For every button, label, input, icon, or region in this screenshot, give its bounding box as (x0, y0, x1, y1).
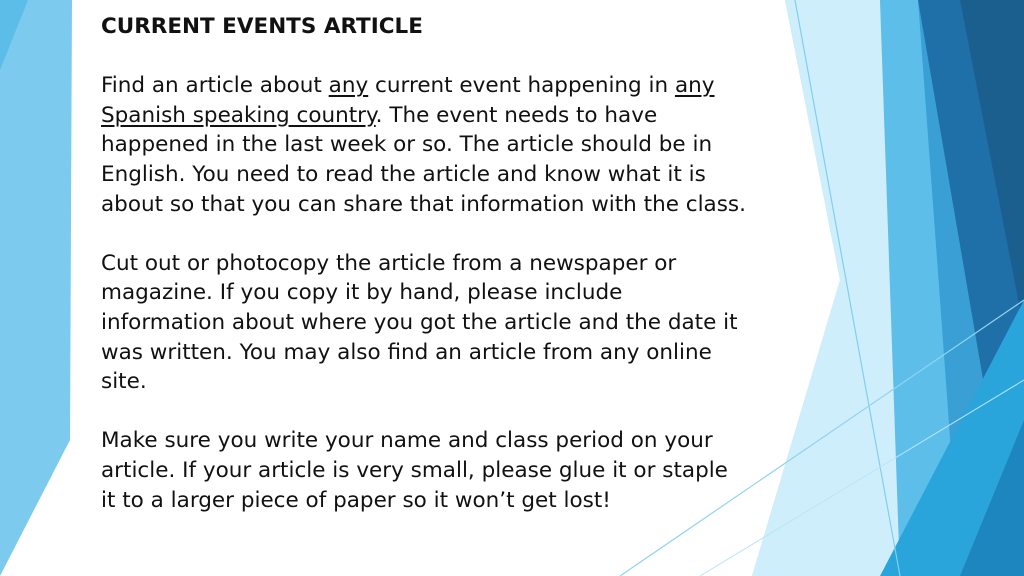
left-accent-shape (0, 0, 72, 576)
instructions-paragraph-1 (101, 71, 746, 219)
instructions-paragraph-3: Make sure you write your name and class period on your article. If your article is very small, please glue it or staple it to a larger piece of paper so it won’t get lost! (101, 428, 728, 513)
right-facet-lighter (752, 0, 900, 576)
instructions-paragraph-2: Cut out or photocopy the article from a newspaper or magazine. If you copy it by hand, please include information about where you got the article and the date it was written. You may also find an article from any online site. (101, 250, 738, 395)
p1-text-2: current event happening in (368, 73, 675, 99)
p1-underline-country: any Spanish speaking country (101, 73, 715, 128)
p1-text-1: Find an article about (101, 73, 329, 99)
p1-text-3: . The event needs to have happened in the last week or so. The article should be in English. You need to read the article and know what it is about so that you can share that information with the class. (101, 102, 746, 217)
p1-underline-any: any (328, 73, 369, 99)
slide-body (101, 12, 746, 515)
slide-title: CURRENT EVENTS ARTICLE (101, 14, 423, 39)
